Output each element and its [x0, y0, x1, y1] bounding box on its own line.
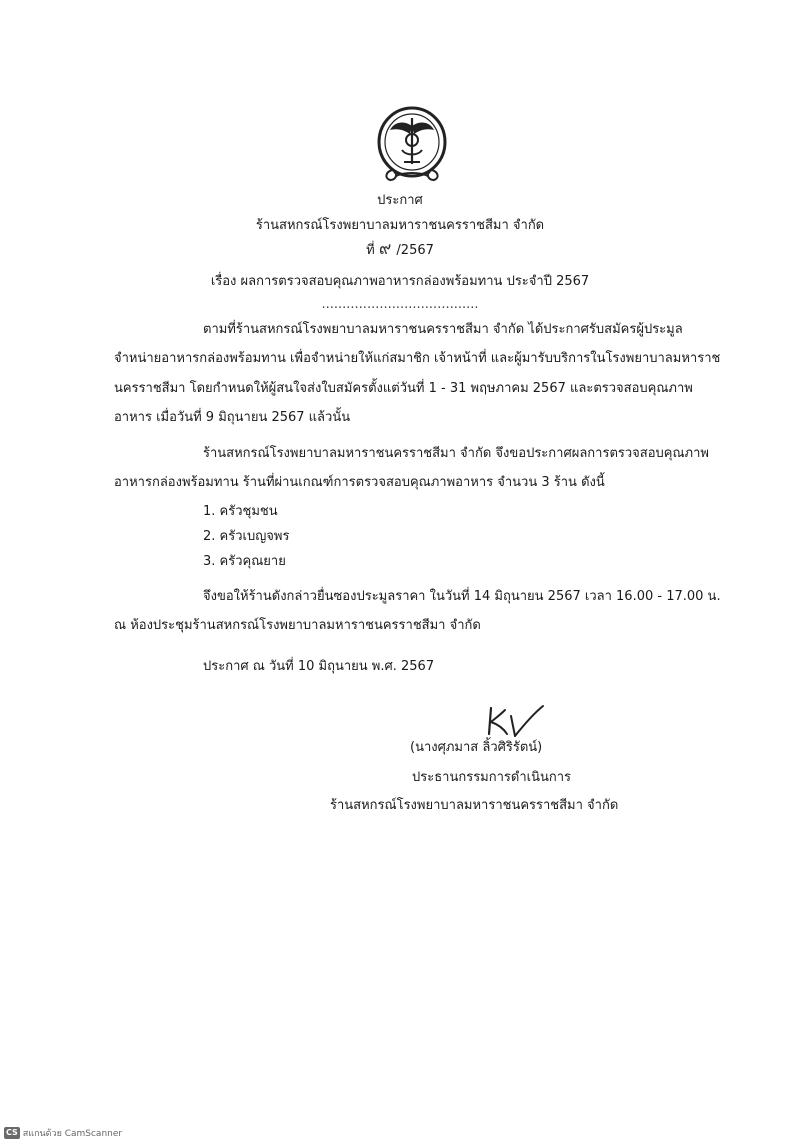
subject-line: เรื่อง ผลการตรวจสอบคุณภาพอาหารกล่องพร้อมทาน ประจำปี 2567 [210, 274, 590, 289]
camscanner-logo: CS [6, 1128, 18, 1137]
paragraph-2-line-1: ร้านสหกรณ์โรงพยาบาลมหาราชนครราชสีมา จำกัด จึงขอประกาศผลการตรวจสอบคุณภาพ [203, 446, 709, 461]
organization-name: ร้านสหกรณ์โรงพยาบาลมหาราชนครราชสีมา จำกัด [255, 218, 545, 233]
paragraph-1-line-4: อาหาร เมื่อวันที่ 9 มิถุนายน 2567 แล้วนั้น [114, 410, 351, 425]
shop-list-item: 1. ครัวชุมชน [203, 504, 278, 519]
announcement-date: ประกาศ ณ วันที่ 10 มิถุนายน พ.ศ. 2567 [203, 659, 435, 674]
handwritten-signature [485, 700, 547, 740]
cooperative-emblem-logo [374, 104, 450, 184]
announcement-title: ประกาศ [377, 193, 423, 208]
paragraph-1-line-2: จำหน่ายอาหารกล่องพร้อมทาน เพื่อจำหน่ายให้แก่สมาชิก เจ้าหน้าที่ และผู้มารับบริการในโรงพยาบาลมหาราช [114, 351, 721, 366]
separator-dots: ...................................... [321, 297, 479, 312]
signatory-organization: ร้านสหกรณ์โรงพยาบาลมหาราชนครราชสีมา จำกัด [330, 798, 619, 813]
shop-list-item: 2. ครัวเบญจพร [203, 529, 290, 544]
number-handwritten: ๙ [378, 239, 393, 259]
signatory-name: (นางศุภมาส ลิ้วศิริรัตน์) [410, 740, 543, 755]
paragraph-2-line-2: อาหารกล่องพร้อมทาน ร้านที่ผ่านเกณฑ์การตรวจสอบคุณภาพอาหาร จำนวน 3 ร้าน ดังนี้ [114, 475, 605, 490]
paragraph-1-line-1: ตามที่ร้านสหกรณ์โรงพยาบาลมหาราชนครราชสีมา จำกัด ได้ประกาศรับสมัครผู้ประมูล [203, 322, 683, 337]
number-prefix: ที่ [366, 243, 375, 258]
signatory-position: ประธานกรรมการดำเนินการ [412, 770, 572, 785]
shop-list-item: 3. ครัวคุณยาย [203, 554, 286, 569]
scanner-watermark [4, 1126, 122, 1140]
paragraph-3-line-1: จึงขอให้ร้านดังกล่าวยื่นซองประมูลราคา ในวันที่ 14 มิถุนายน 2567 เวลา 16.00 - 17.00 น. [203, 589, 721, 604]
document-number [0, 240, 800, 260]
scanner-text: สแกนด้วย CamScanner [22, 1129, 123, 1139]
paragraph-3-line-2: ณ ห้องประชุมร้านสหกรณ์โรงพยาบาลมหาราชนครราชสีมา จำกัด [114, 618, 481, 633]
paragraph-1-line-3: นครราชสีมา โดยกำหนดให้ผู้สนใจส่งใบสมัครตั้งแต่วันที่ 1 - 31 พฤษภาคม 2567 และตรวจสอบคุณภาพ [114, 381, 693, 396]
number-suffix: /2567 [396, 243, 434, 258]
